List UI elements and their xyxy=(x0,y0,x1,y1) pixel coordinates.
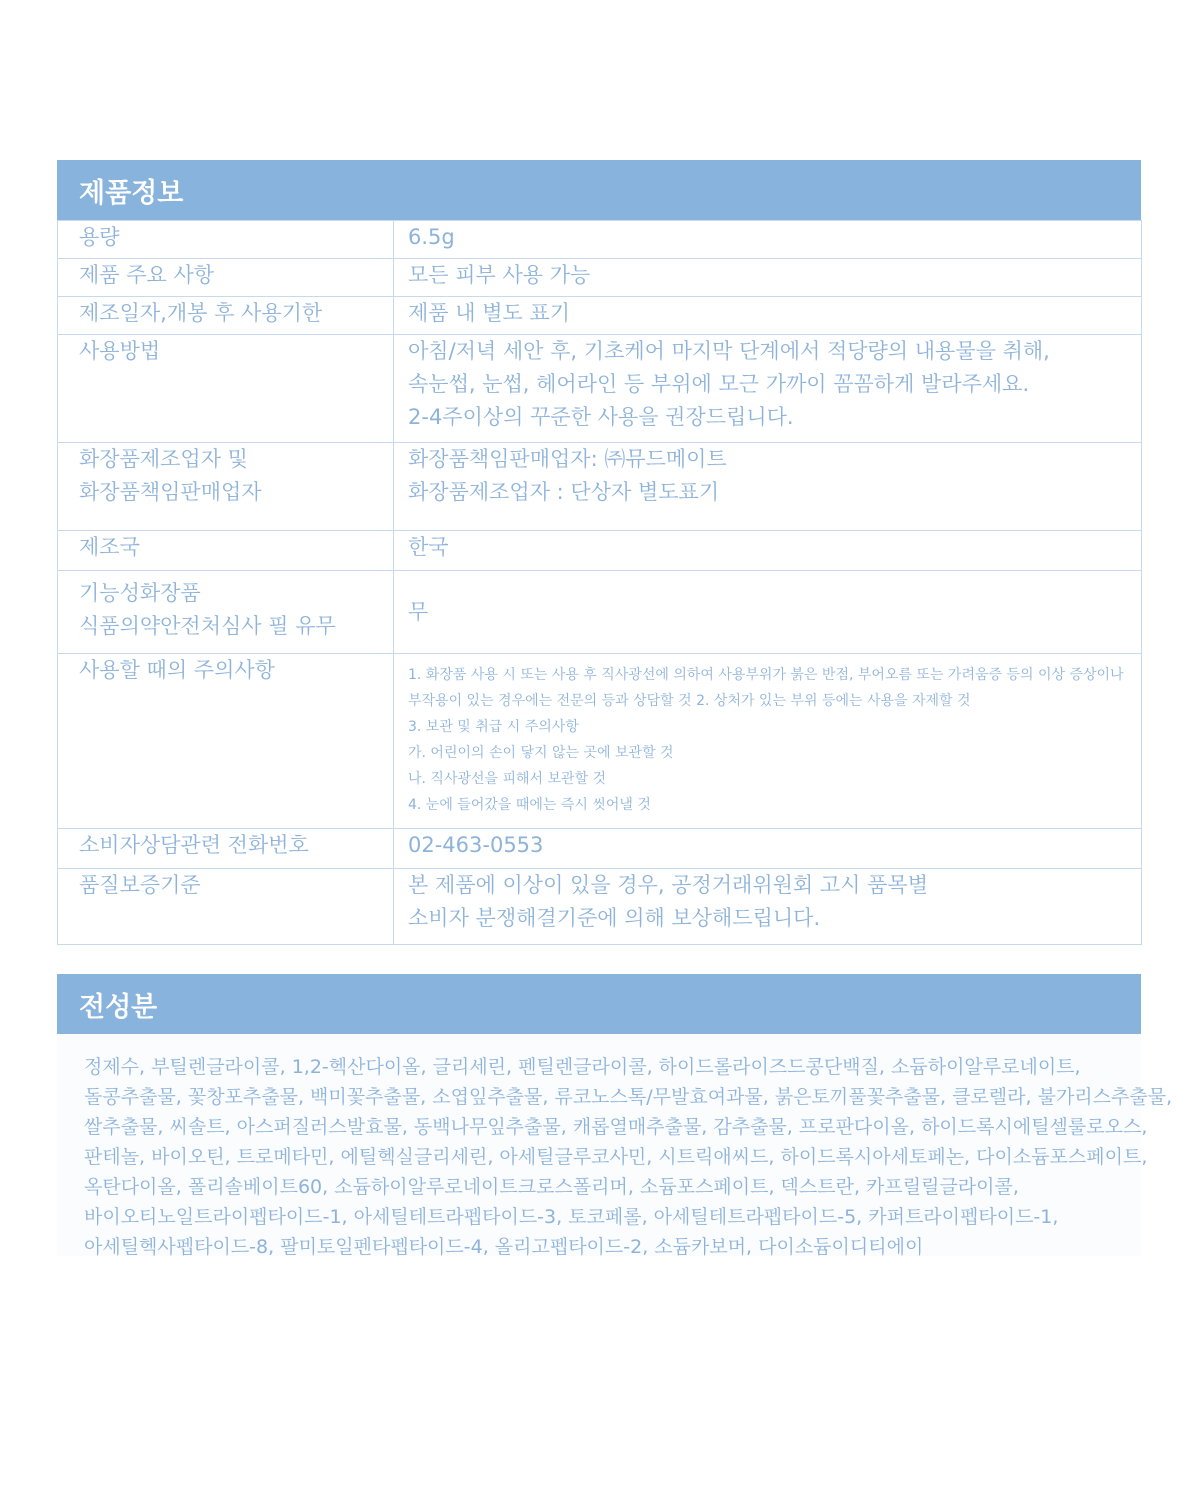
ingredients-header xyxy=(57,974,1141,1034)
caution-line: 3. 보관 및 취급 시 주의사항 xyxy=(408,719,579,735)
product-info-table xyxy=(57,220,1142,945)
row-value-caution xyxy=(394,654,1142,829)
row-value-quality xyxy=(394,869,1142,945)
usage-line: 2-4주이상의 꾸준한 사용을 권장드립니다. xyxy=(408,405,794,429)
ingredients-line: 판테놀, 바이오틴, 트로메타민, 에틸헥실글리세린, 아세틸글루코사민, 시트릭애씨드, 하이드록시아세토페논, 다이소듐포스페이트, xyxy=(84,1146,1148,1168)
row-label-caution: 사용할 때의 주의사항 xyxy=(58,654,394,829)
functional-label-line: 식품의약안전처심사 필 유무 xyxy=(79,614,336,638)
table-row xyxy=(58,297,1142,335)
row-label-capacity: 용량 xyxy=(58,221,394,259)
ingredients-line: 정제수, 부틸렌글라이콜, 1,2-헥산다이올, 글리세린, 펜틸렌글라이콜, 하이드롤라이즈드콩단백질, 소듐하이알루로네이트, xyxy=(84,1056,1081,1078)
maker-line: 화장품제조업자 : 단상자 별도표기 xyxy=(408,480,720,504)
row-value-main: 모든 피부 사용 가능 xyxy=(394,259,1142,297)
caution-line: 4. 눈에 들어갔을 때에는 즉시 씻어낼 것 xyxy=(408,797,651,813)
row-label-phone: 소비자상담관련 전화번호 xyxy=(58,829,394,869)
caution-line: 가. 어린이의 손이 닿지 않는 곳에 보관할 것 xyxy=(408,745,674,761)
maker-label-line: 화장품제조업자 및 xyxy=(79,447,248,471)
row-label-date: 제조일자,개봉 후 사용기한 xyxy=(58,297,394,335)
ingredients-line: 돌콩추출물, 꽃창포추출물, 백미꽃추출물, 소엽잎추출물, 류코노스톡/무발효여과물, 붉은토끼풀꽃추출물, 클로렐라, 불가리스추출물, xyxy=(84,1086,1173,1108)
row-value-capacity: 6.5g xyxy=(394,221,1142,259)
table-row xyxy=(58,531,1142,571)
table-row xyxy=(58,335,1142,443)
quality-line: 본 제품에 이상이 있을 경우, 공정거래위원회 고시 품목별 xyxy=(408,873,928,897)
row-value-functional: 무 xyxy=(394,571,1142,654)
table-row xyxy=(58,259,1142,297)
row-label-quality: 품질보증기준 xyxy=(58,869,394,945)
row-label-country: 제조국 xyxy=(58,531,394,571)
row-value-maker xyxy=(394,443,1142,531)
row-label-main: 제품 주요 사항 xyxy=(58,259,394,297)
ingredients-list xyxy=(57,1034,1173,1258)
functional-label-line: 기능성화장품 xyxy=(79,581,201,605)
caution-line: 나. 직사광선을 피해서 보관할 것 xyxy=(408,771,607,787)
ingredients-line: 옥탄다이올, 폴리솔베이트60, 소듐하이알루로네이트크로스폴리머, 소듐포스페이트, 덱스트란, 카프릴릴글라이콜, xyxy=(84,1176,1019,1198)
usage-line: 아침/저녁 세안 후, 기초케어 마지막 단계에서 적당량의 내용물을 취해, xyxy=(408,339,1050,363)
usage-line: 속눈썹, 눈썹, 헤어라인 등 부위에 모근 가까이 꼼꼼하게 발라주세요. xyxy=(408,372,1030,396)
caution-line: 부작용이 있는 경우에는 전문의 등과 상담할 것 2. 상처가 있는 부위 등에는 사용을 자제할 것 xyxy=(408,693,971,709)
ingredients-title: 전성분 xyxy=(79,991,158,1023)
maker-label-line: 화장품책임판매업자 xyxy=(79,480,262,504)
row-value-phone: 02-463-0553 xyxy=(394,829,1142,869)
table-row xyxy=(58,829,1142,869)
ingredients-line: 아세틸헥사펩타이드-8, 팔미토일펜타펩타이드-4, 올리고펩타이드-2, 소듐카보머, 다이소듐이디티에이 xyxy=(84,1236,924,1258)
table-row xyxy=(58,443,1142,531)
table-row xyxy=(58,654,1142,829)
row-label-usage: 사용방법 xyxy=(58,335,394,443)
product-info-title: 제품정보 xyxy=(79,177,184,209)
caution-line: 1. 화장품 사용 시 또는 사용 후 직사광선에 의하여 사용부위가 붉은 반점, 부어오름 또는 가려움증 등의 이상 증상이나 xyxy=(408,667,1124,683)
row-value-usage xyxy=(394,335,1142,443)
product-info-header xyxy=(57,160,1141,220)
row-value-country: 한국 xyxy=(394,531,1142,571)
table-row xyxy=(58,869,1142,945)
maker-line: 화장품책임판매업자: ㈜뮤드메이트 xyxy=(408,447,727,471)
row-label-functional xyxy=(58,571,394,654)
table-row xyxy=(58,571,1142,654)
row-label-maker xyxy=(58,443,394,531)
quality-line: 소비자 분쟁해결기준에 의해 보상해드립니다. xyxy=(408,906,821,930)
ingredients-line: 바이오티노일트라이펩타이드-1, 아세틸테트라펩타이드-3, 토코페롤, 아세틸테트라펩타이드-5, 카퍼트라이펩타이드-1, xyxy=(84,1206,1059,1228)
ingredients-line: 쌀추출물, 씨솔트, 아스퍼질러스발효물, 동백나무잎추출물, 캐롭열매추출물, 감추출물, 프로판다이올, 하이드록시에틸셀룰로오스, xyxy=(84,1116,1148,1138)
table-row xyxy=(58,221,1142,259)
row-value-date: 제품 내 별도 표기 xyxy=(394,297,1142,335)
